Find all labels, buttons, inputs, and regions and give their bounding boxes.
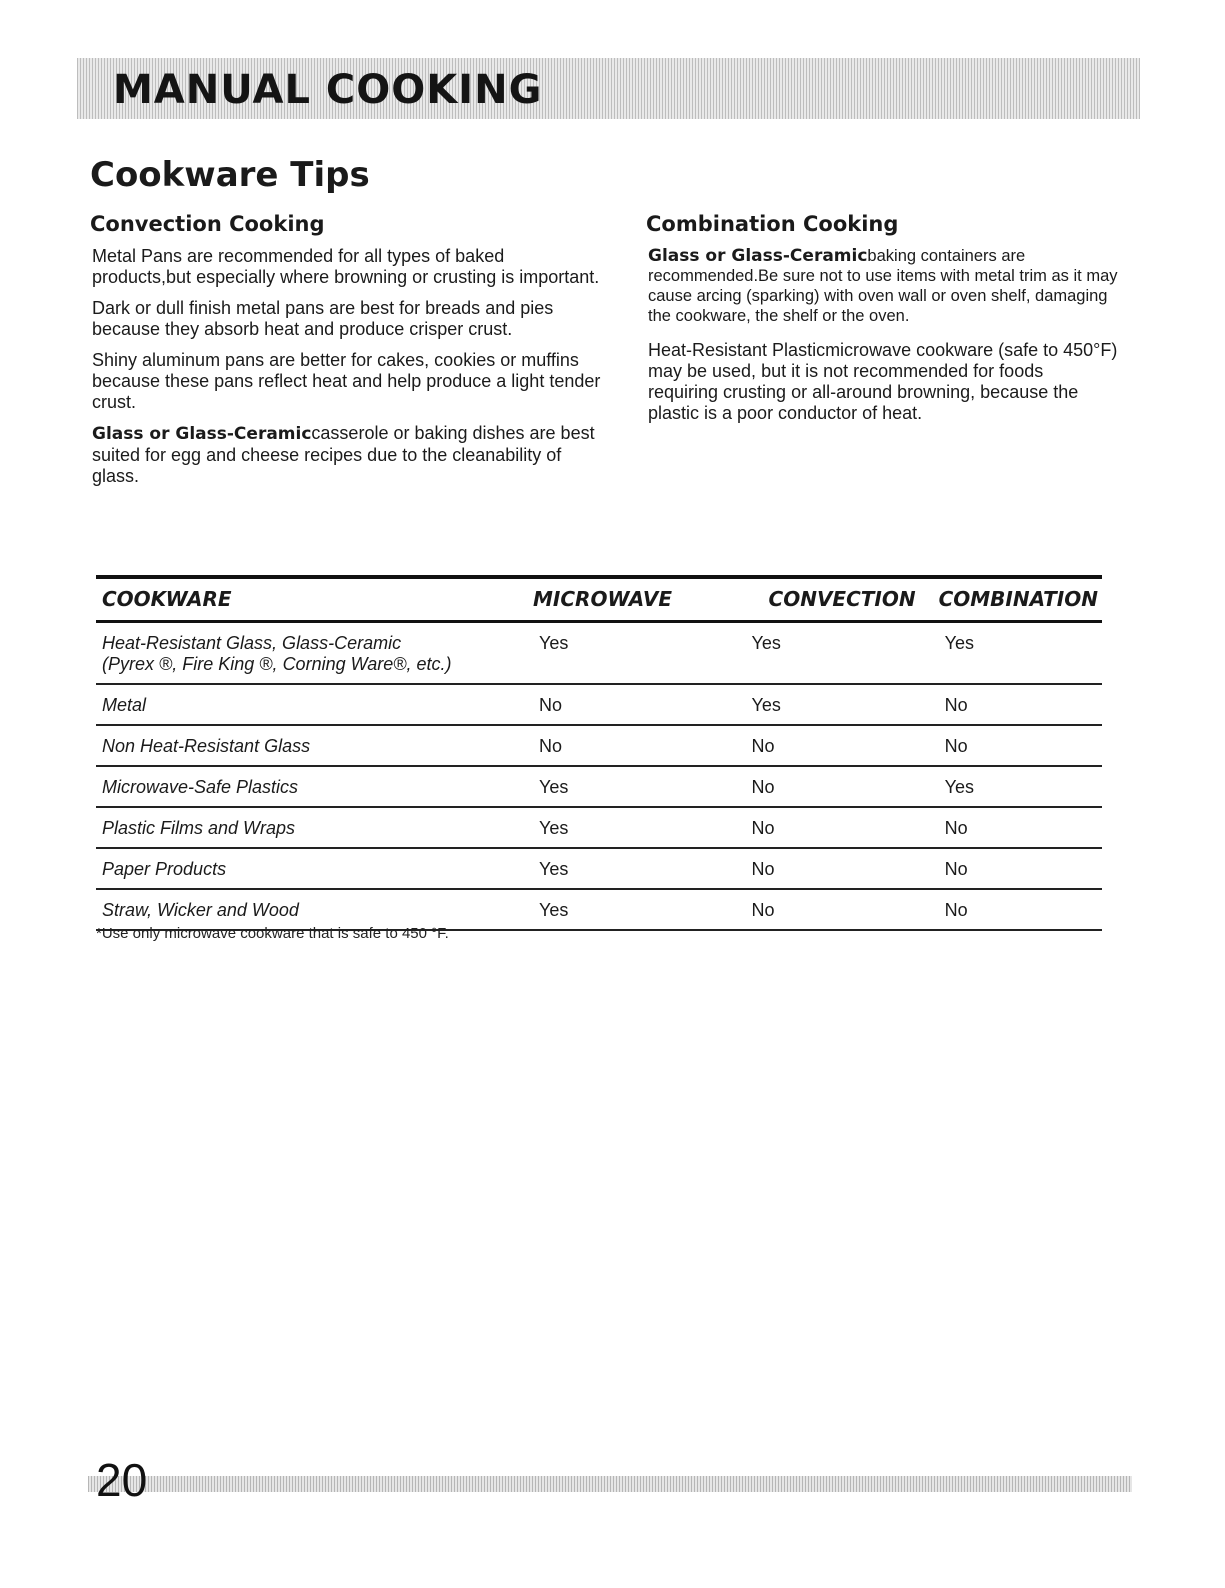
table-row — [96, 621, 1102, 684]
convection-cell: No — [751, 899, 775, 920]
section-header-band — [77, 58, 1140, 119]
convection-paragraph-4 — [92, 423, 602, 487]
table-row — [96, 725, 1102, 766]
combination-paragraph-2: Heat-Resistant Plasticmicrowave cookware (safe to 450°F) may be used, but it is not recommended for foods requiring crusting or all-around browning, because the plastic is a poor conductor of heat. — [648, 340, 1118, 423]
header-convection: CONVECTION — [768, 587, 916, 612]
section-title: MANUAL COOKING — [113, 67, 543, 113]
combination-cooking-column — [648, 214, 1118, 434]
table-row — [96, 684, 1102, 725]
combination-bold-term: Glass or Glass-Ceramic — [648, 246, 868, 266]
convection-paragraph-3: Shiny aluminum pans are better for cakes, cookies or muffins because these pans reflect heat and help produce a light tender crust. — [92, 350, 601, 412]
microwave-cell: Yes — [539, 776, 569, 797]
cookware-name: Paper Products — [102, 858, 227, 879]
table-footnote: *Use only microwave cookware that is safe to 450 °F. — [96, 925, 449, 942]
combination-cell: No — [944, 817, 968, 838]
table-row — [96, 848, 1102, 889]
combination-heading: Combination Cooking — [646, 212, 899, 236]
page-number: 20 — [96, 1454, 148, 1506]
header-cookware: COOKWARE — [102, 587, 232, 612]
convection-cooking-column — [92, 214, 602, 497]
convection-cell: No — [751, 858, 775, 879]
table-header-row — [96, 577, 1102, 621]
combination-paragraph-1 — [648, 246, 1118, 326]
combination-cell: No — [944, 858, 968, 879]
cookware-name: Heat-Resistant Glass, Glass-Ceramic — [102, 632, 402, 653]
cookware-name: Straw, Wicker and Wood — [102, 899, 299, 920]
page-title: Cookware Tips — [90, 155, 370, 195]
convection-cell: No — [751, 776, 775, 797]
combination-cell: Yes — [944, 776, 974, 797]
cookware-name: Non Heat-Resistant Glass — [102, 735, 311, 756]
microwave-cell: Yes — [539, 817, 569, 838]
convection-paragraph-4-text: casserole or baking dishes are best suited for egg and cheese recipes due to the cleanability of glass. — [92, 423, 595, 486]
table-row — [96, 889, 1102, 930]
convection-cell: Yes — [751, 632, 781, 653]
microwave-cell: Yes — [539, 858, 569, 879]
combination-paragraph-1-text: baking containers are recommended.Be sure not to use items with metal trim as it may cause arcing (sparking) with oven wall or oven shelf, damaging the cookware, the shelf or the oven. — [648, 247, 1118, 325]
microwave-cell: Yes — [539, 899, 569, 920]
combination-cell: No — [944, 694, 968, 715]
header-microwave: MICROWAVE — [533, 587, 673, 612]
table-row — [96, 807, 1102, 848]
convection-heading: Convection Cooking — [90, 212, 325, 236]
convection-cell: Yes — [751, 694, 781, 715]
footer-band — [88, 1476, 1132, 1492]
cookware-name: Microwave-Safe Plastics — [102, 776, 299, 797]
convection-paragraph-1: Metal Pans are recommended for all types of baked products,but especially where browning or crusting is important. — [92, 246, 600, 287]
cookware-name: Plastic Films and Wraps — [102, 817, 296, 838]
convection-paragraph-2: Dark or dull finish metal pans are best for breads and pies because they absorb heat and produce crisper crust. — [92, 298, 554, 339]
convection-cell: No — [751, 817, 775, 838]
convection-cell: No — [751, 735, 775, 756]
microwave-cell: No — [539, 735, 563, 756]
combination-cell: No — [944, 899, 968, 920]
cookware-note: (Pyrex ®, Fire King ®, Corning Ware®, etc.) — [102, 653, 452, 674]
cookware-table — [96, 575, 1102, 931]
header-combination: COMBINATION — [938, 587, 1098, 612]
convection-bold-term: Glass or Glass-Ceramic — [92, 424, 312, 444]
combination-cell: No — [944, 735, 968, 756]
cookware-name: Metal — [102, 694, 147, 715]
table-row — [96, 766, 1102, 807]
combination-cell: Yes — [944, 632, 974, 653]
microwave-cell: Yes — [539, 632, 569, 653]
microwave-cell: No — [539, 694, 563, 715]
